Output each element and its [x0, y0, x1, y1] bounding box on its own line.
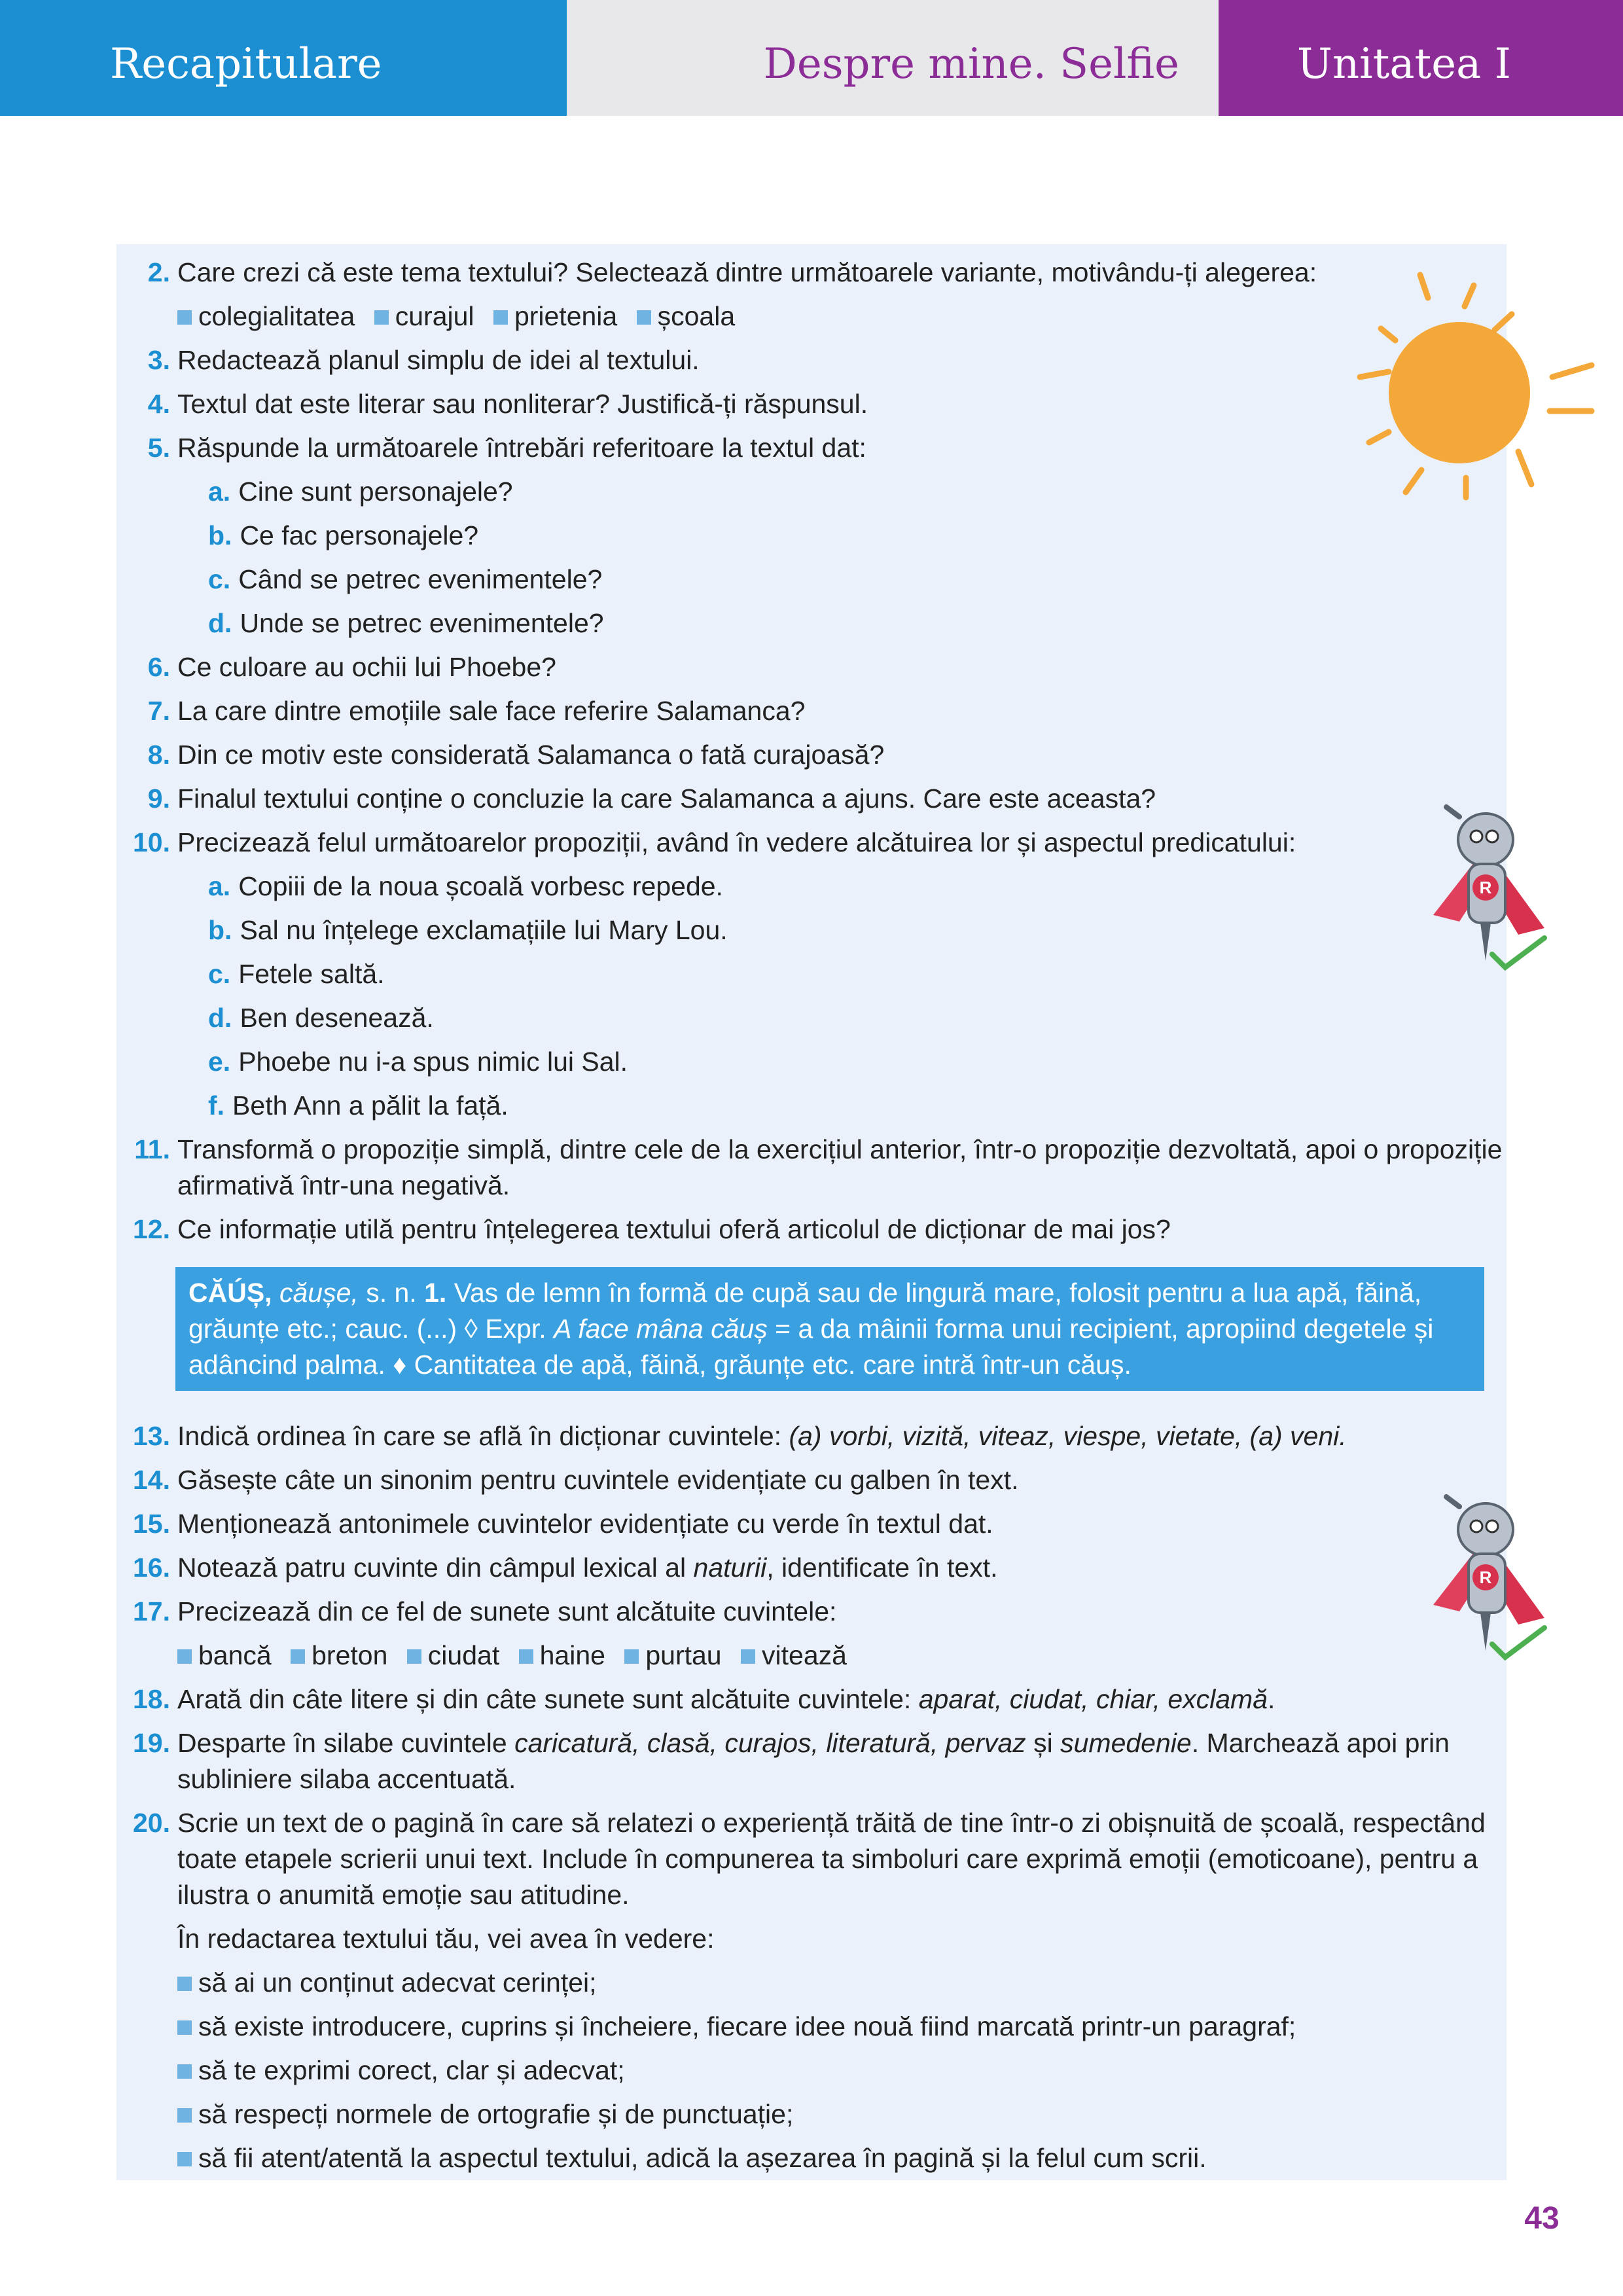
question-number: 16. — [133, 1552, 170, 1583]
option — [624, 1640, 721, 1670]
question-text: Arată din câte litere și din câte sunete sunt alcătuite cuvintele: — [177, 1684, 912, 1714]
option — [519, 1640, 605, 1670]
subitem — [116, 470, 1507, 514]
option — [374, 301, 474, 331]
question-2 — [116, 251, 1507, 295]
question-8 — [116, 733, 1507, 777]
subitem — [116, 865, 1507, 908]
question-18 — [116, 1677, 1507, 1721]
question-number: 2. — [147, 257, 170, 287]
question-number: 14. — [133, 1465, 170, 1495]
question-text: Care crezi că este tema textului? Selectează dintre următoarele variante, motivându-ți alegerea: — [177, 257, 1317, 287]
question-number: 19. — [133, 1728, 170, 1758]
question-text: La care dintre emoțiile sale face referire Salamanca? — [177, 696, 806, 726]
header-unit-tab — [1219, 0, 1623, 116]
subitem-text: Beth Ann a pălit la față. — [232, 1090, 508, 1121]
square-bullet-icon — [637, 310, 651, 325]
exercise-list — [116, 251, 1507, 2180]
requirement-item — [177, 2005, 1507, 2049]
svg-text:R: R — [1479, 1568, 1492, 1587]
question-number: 10. — [133, 827, 170, 857]
requirements-intro: În redactarea textului tău, vei avea în vedere: — [177, 1924, 715, 1954]
question-number: 7. — [147, 696, 170, 726]
dictionary-headword: CĂÚȘ, — [188, 1278, 272, 1308]
question-3 — [116, 338, 1507, 382]
subitem-text: Ce fac personajele? — [240, 520, 479, 550]
dictionary-plural: căușe, — [279, 1278, 359, 1308]
page-header — [0, 0, 1623, 116]
question-text: Ce culoare au ochii lui Phoebe? — [177, 652, 556, 682]
question-number: 11. — [134, 1134, 170, 1164]
option — [493, 301, 617, 331]
question-7 — [116, 689, 1507, 733]
question-4 — [116, 382, 1507, 426]
subitem — [116, 558, 1507, 601]
page-number: 43 — [1524, 2201, 1560, 2236]
subitem-letter: a. — [208, 871, 231, 901]
requirement-text: să existe introducere, cuprins și încheiere, fiecare idee nouă fiind marcată printr-un paragraf; — [198, 2011, 1296, 2041]
question-conjunction: și — [1033, 1728, 1053, 1758]
question-word-last: sumedenie — [1060, 1728, 1192, 1758]
question-16 — [116, 1546, 1507, 1590]
subitem-letter: f. — [208, 1090, 225, 1121]
question-number: 20. — [133, 1808, 170, 1838]
question-text: Menționează antonimele cuvintelor evidențiate cu verde în textul dat. — [177, 1509, 993, 1539]
square-bullet-icon — [519, 1649, 533, 1664]
question-number: 18. — [133, 1684, 170, 1714]
option-text: ciudat — [427, 1640, 500, 1670]
subitem — [116, 952, 1507, 996]
question-text: Din ce motiv este considerată Salamanca o fată curajoasă? — [177, 740, 885, 770]
requirement-item — [177, 2092, 1507, 2136]
question-15 — [116, 1502, 1507, 1546]
dictionary-sense-2: Cantitatea de apă, făină, grăunțe etc. care intră într-un căuș. — [414, 1350, 1132, 1380]
subitem-letter: e. — [208, 1047, 231, 1077]
option-text: vitează — [762, 1640, 847, 1670]
option — [177, 1640, 272, 1670]
question-number: 17. — [133, 1596, 170, 1626]
question-words: caricatură, clasă, curajos, literatură, pervaz — [514, 1728, 1026, 1758]
subitem-letter: c. — [208, 959, 231, 989]
header-topic-title: Despre mine. Selfie — [763, 40, 1179, 88]
requirement-text: să ai un conținut adecvat cerinței; — [198, 1967, 597, 1998]
square-bullet-icon — [407, 1649, 421, 1664]
requirement-item — [177, 2136, 1507, 2180]
header-topic-tab — [567, 0, 1219, 116]
question-19 — [116, 1721, 1507, 1801]
question-text: Precizează din ce fel de sunete sunt alcătuite cuvintele: — [177, 1596, 837, 1626]
question-10 — [116, 821, 1507, 865]
option — [741, 1640, 847, 1670]
question-5 — [116, 426, 1507, 470]
dictionary-sense-number: 1. — [424, 1278, 447, 1308]
option-text: purtau — [645, 1640, 722, 1670]
option-text: prietenia — [514, 301, 618, 331]
subitem — [116, 908, 1507, 952]
diamond-icon: ♦ — [393, 1350, 407, 1380]
question-text: Precizează felul următoarelor propoziții, având în vedere alcătuirea lor și aspectul predicatului: — [177, 827, 1296, 857]
question-text-end: . — [1268, 1684, 1275, 1714]
header-section-title: Recapitulare — [110, 40, 382, 88]
square-bullet-icon — [177, 310, 192, 325]
subitem-letter: b. — [208, 915, 232, 945]
question-text: Notează patru cuvinte din câmpul lexical al — [177, 1552, 687, 1583]
dictionary-definition: Vas de lemn în formă de cupă sau de lingură mare, folosit pentru a lua apă, făină, grăunțe etc.; cauc. (...) ◊ Expr. — [188, 1278, 1422, 1344]
dictionary-expression-definition: = a da mâinii forma unui recipient, apropiind degetele și adâncind palma. — [188, 1314, 1434, 1380]
question-17 — [116, 1590, 1507, 1634]
question-6 — [116, 645, 1507, 689]
question-number: 9. — [147, 783, 170, 814]
option — [291, 1640, 387, 1670]
header-unit-title: Unitatea I — [1297, 40, 1511, 88]
question-number: 8. — [147, 740, 170, 770]
subitem-text: Copiii de la noua școală vorbesc repede. — [238, 871, 723, 901]
square-bullet-icon — [177, 1977, 192, 1991]
question-2-options — [116, 295, 1507, 338]
question-number: 13. — [133, 1421, 170, 1451]
option-text: haine — [539, 1640, 605, 1670]
requirement-item — [177, 1961, 1507, 2005]
question-text: Găsește câte un sinonim pentru cuvintele evidențiate cu galben în text. — [177, 1465, 1019, 1495]
option — [407, 1640, 499, 1670]
question-number: 15. — [133, 1509, 170, 1539]
question-text-end: . Marchează apoi prin subliniere silaba accentuată. — [177, 1728, 1450, 1794]
subitem-text: Unde se petrec evenimentele? — [240, 608, 604, 638]
subitem — [116, 1084, 1507, 1128]
requirement-text: să te exprimi corect, clar și adecvat; — [198, 2055, 625, 2085]
requirement-text: să respecți normele de ortografie și de punctuație; — [198, 2099, 794, 2129]
requirement-item — [177, 2049, 1507, 2092]
option-text: curajul — [395, 301, 474, 331]
question-words: (a) vorbi, vizită, viteaz, viespe, vietate, (a) veni. — [789, 1421, 1347, 1451]
square-bullet-icon — [624, 1649, 639, 1664]
subitem — [116, 996, 1507, 1040]
subitem-text: Când se petrec evenimentele? — [238, 564, 603, 594]
question-20 — [116, 1801, 1507, 1917]
subitem-letter: d. — [208, 1003, 232, 1033]
question-text: Scrie un text de o pagină în care să relatezi o experiență trăită de tine într-o zi obișnuită de școală, respectând toate etapele scrierii unui text. Include în compunerea ta simboluri care exprimă emoții (emoticoane), pentru a ilustra o anumită emoție sau atitudine. — [177, 1808, 1486, 1910]
question-word: naturii — [693, 1552, 767, 1583]
option — [177, 301, 355, 331]
option — [637, 301, 736, 331]
option-text: colegialitatea — [198, 301, 355, 331]
question-number: 6. — [147, 652, 170, 682]
subitem-letter: c. — [208, 564, 231, 594]
question-14 — [116, 1458, 1507, 1502]
subitem-letter: a. — [208, 476, 231, 507]
question-text: Desparte în silabe cuvintele — [177, 1728, 507, 1758]
svg-text:R: R — [1479, 878, 1492, 897]
subitem-letter: b. — [208, 520, 232, 550]
question-number: 3. — [147, 345, 170, 375]
question-text: Finalul textului conține o concluzie la care Salamanca a ajuns. Care este aceasta? — [177, 783, 1156, 814]
option-text: breton — [312, 1640, 388, 1670]
square-bullet-icon — [291, 1649, 305, 1664]
question-number: 4. — [147, 389, 170, 419]
question-17-options — [116, 1634, 1507, 1677]
square-bullet-icon — [177, 1649, 192, 1664]
question-9 — [116, 777, 1507, 821]
question-number: 5. — [147, 433, 170, 463]
question-text: Indică ordinea în care se află în dicționar cuvintele: — [177, 1421, 782, 1451]
option-text: bancă — [198, 1640, 272, 1670]
header-section-tab — [0, 0, 567, 116]
dictionary-entry-box — [175, 1267, 1484, 1391]
subitem-letter: d. — [208, 608, 232, 638]
question-text: Ce informație utilă pentru înțelegerea textului oferă articolul de dicționar de mai jos? — [177, 1214, 1171, 1244]
question-12 — [116, 1208, 1507, 1251]
subitem-text: Fetele saltă. — [238, 959, 385, 989]
subitem — [116, 514, 1507, 558]
requirement-text: să fii atent/atentă la aspectul textului, adică la așezarea în pagină și la felul cum scrii. — [198, 2143, 1207, 2173]
square-bullet-icon — [374, 310, 389, 325]
question-text: Redactează planul simplu de idei al textului. — [177, 345, 700, 375]
question-13 — [116, 1414, 1507, 1458]
question-text: Transformă o propoziție simplă, dintre cele de la exercițiul anterior, într-o propoziție dezvoltată, apoi o propoziție afirmativă într-una negativă. — [177, 1134, 1503, 1200]
subitem-text: Sal nu înțelege exclamațiile lui Mary Lou. — [240, 915, 728, 945]
option-text: școala — [657, 301, 736, 331]
question-number: 12. — [133, 1214, 170, 1244]
question-text-end: , identificate în text. — [766, 1552, 998, 1583]
subitem — [116, 601, 1507, 645]
square-bullet-icon — [177, 2152, 192, 2166]
question-words: aparat, ciudat, chiar, exclamă — [918, 1684, 1268, 1714]
subitem-text: Phoebe nu i-a spus nimic lui Sal. — [238, 1047, 628, 1077]
square-bullet-icon — [741, 1649, 755, 1664]
subitem-text: Cine sunt personajele? — [238, 476, 513, 507]
question-20-requirements — [116, 1917, 1507, 2180]
question-text: Răspunde la următoarele întrebări referitoare la textul dat: — [177, 433, 866, 463]
subitem-text: Ben desenează. — [240, 1003, 434, 1033]
dictionary-part-of-speech: s. n. — [366, 1278, 417, 1308]
question-text: Textul dat este literar sau nonliterar? Justifică-ți răspunsul. — [177, 389, 868, 419]
subitem — [116, 1040, 1507, 1084]
square-bullet-icon — [177, 2064, 192, 2079]
question-11 — [116, 1128, 1507, 1208]
square-bullet-icon — [177, 2108, 192, 2123]
square-bullet-icon — [493, 310, 508, 325]
square-bullet-icon — [177, 2020, 192, 2035]
dictionary-expression: A face mâna căuș — [554, 1314, 768, 1344]
